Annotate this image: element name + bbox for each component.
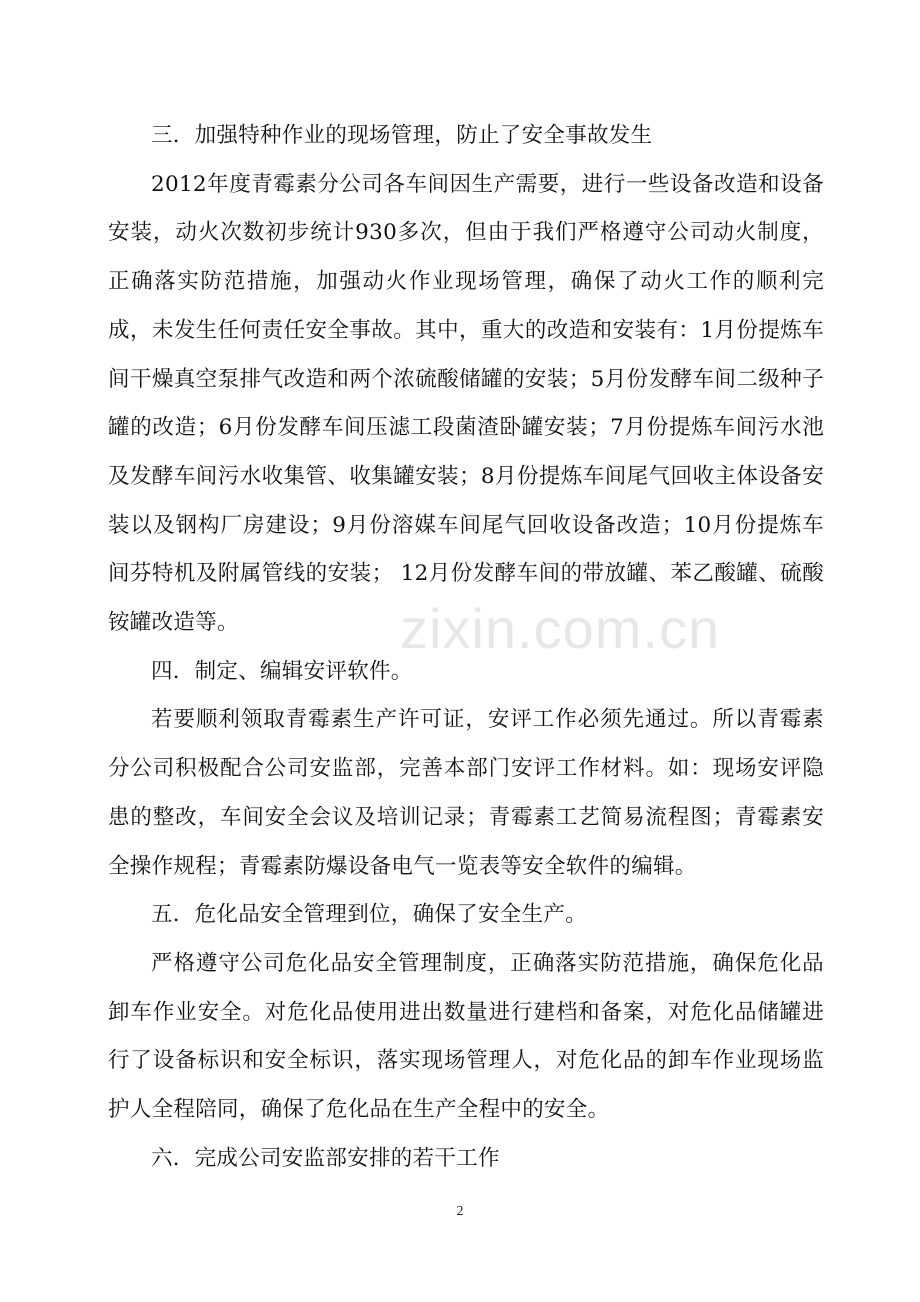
section-4-paragraph: 若要顺利领取青霉素生产许可证，安评工作必须先通过。所以青霉素分公司积极配合公司安监部，完善本部门安评工作材料。如：现场安评隐患的整改，车间安全会议及培训记录；青霉素工艺简易流程图；青霉素安全操作规程；青霉素防爆设备电气一览表等安全软件的编辑。	[108, 707, 824, 879]
watermark: zixin.com.cn	[400, 597, 721, 660]
section-5-paragraph: 严格遵守公司危化品安全管理制度，正确落实防范措施，确保危化品卸车作业安全。对危化品使用进出数量进行建档和备案，对危化品储罐进行了设备标识和安全标识，落实现场管理人，对危化品的卸车作业现场监护人全程陪同，确保了危化品在生产全程中的安全。	[108, 950, 824, 1123]
section-heading-6: 六．完成公司安监部安排的若干工作	[151, 1145, 500, 1171]
document-body	[108, 112, 824, 1183]
section-heading-4: 四．制定、编辑安评软件。	[151, 658, 413, 684]
section-heading-3: 三．加强特种作业的现场管理，防止了安全事故发生	[151, 123, 653, 148]
section-heading-5: 五．危化品安全管理到位，确保了安全生产。	[151, 902, 588, 928]
section-3-paragraph: 2012年度青霉素分公司各车间因生产需要，进行一些设备改造和设备安装，动火次数初步统计930多次，但由于我们严格遵守公司动火制度，正确落实防范措施，加强动火作业现场管理，确保了动火工作的顺利完成，未发生任何责任安全事故。其中，重大的改造和安装有：1月份提炼车间干燥真空泵排气改造和两个浓硫酸储罐的安装；5月份发酵车间二级种子罐的改造；6月份发酵车间压滤工段菌渣卧罐安装；7月份提炼车间污水池及发酵车间污水收集管、收集罐安装；8月份提炼车间尾气回收主体设备安装以及钢构厂房建设；9月份溶媒车间尾气回收设备改造；10月份提炼车间芬特机及附属管线的安装； 12月份发酵车间的带放罐、苯乙酸罐、硫酸铵罐改造等。	[108, 171, 824, 636]
page-number: 2	[456, 1204, 464, 1219]
